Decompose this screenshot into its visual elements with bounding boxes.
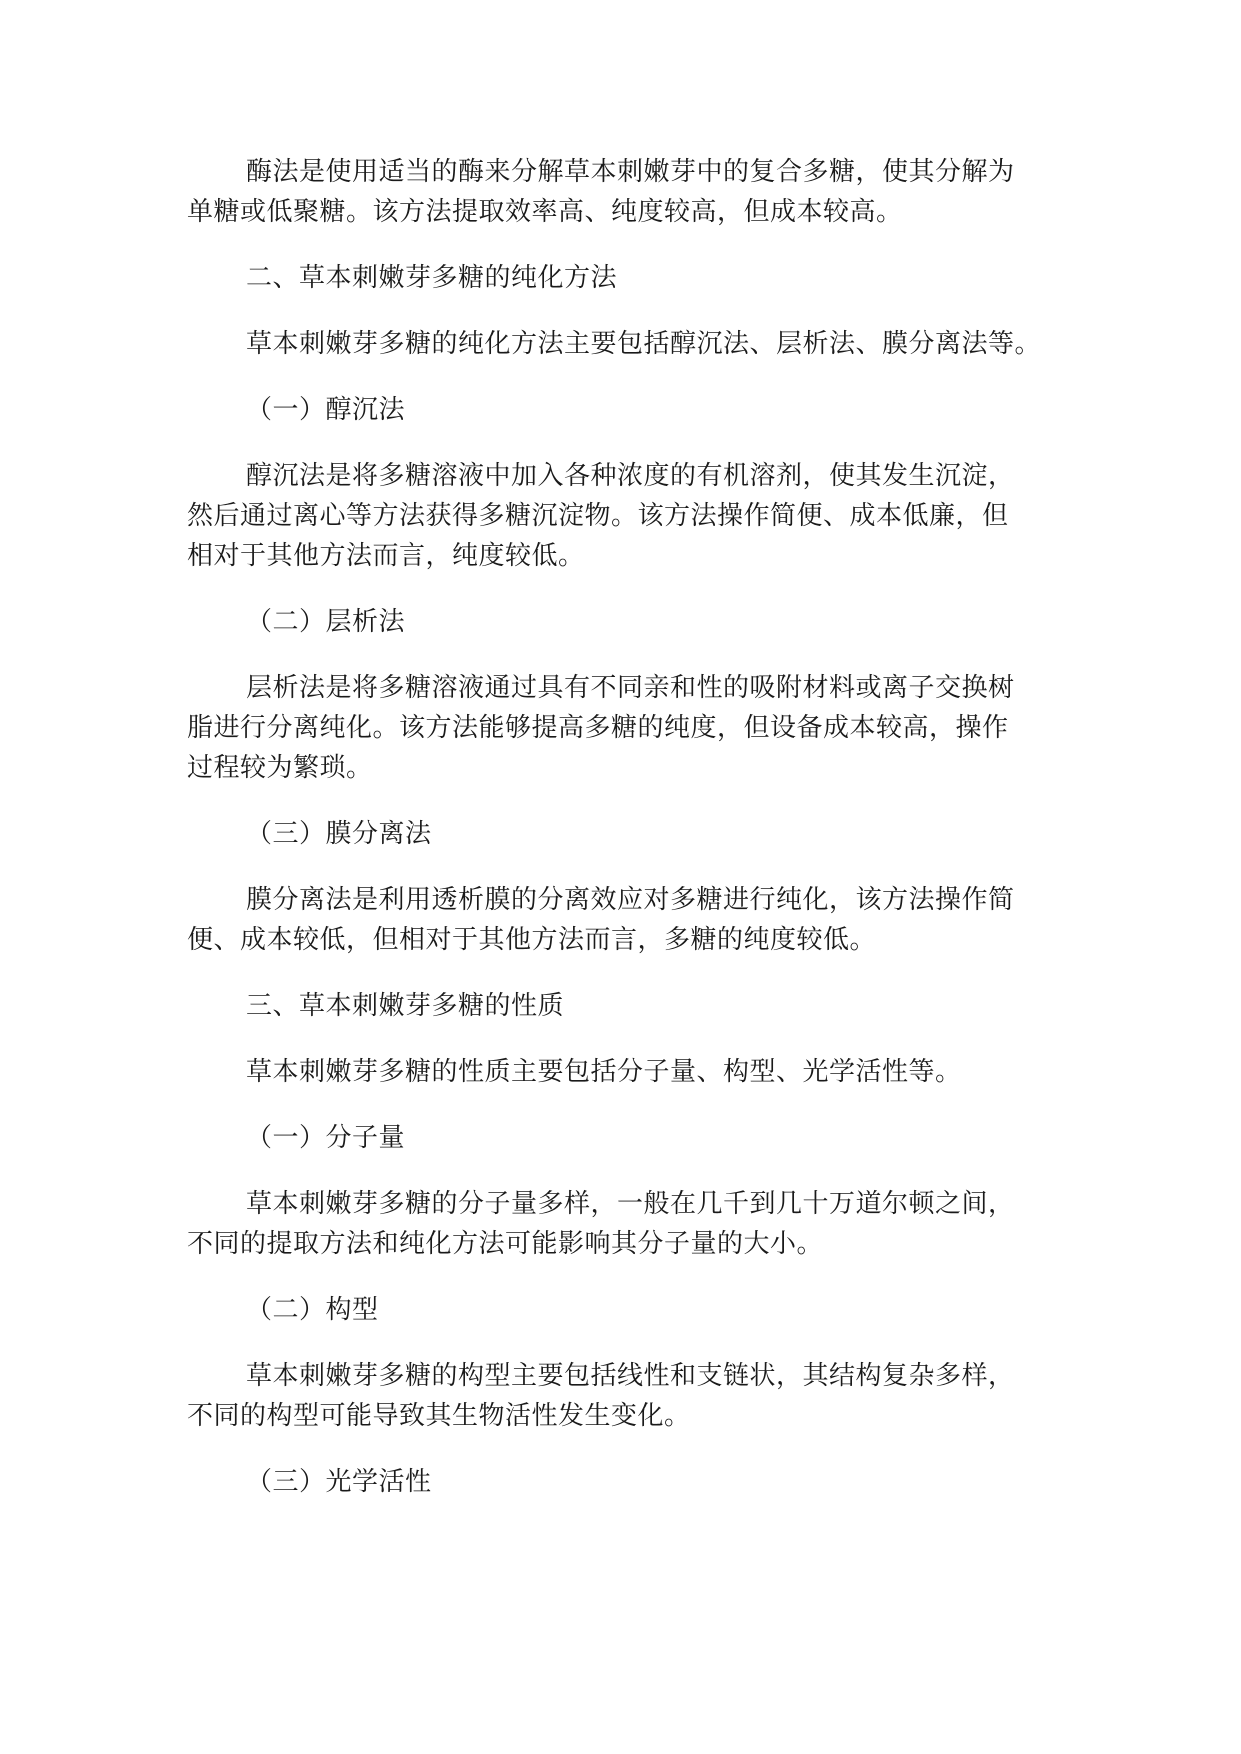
section-heading-purification: 二、草本刺嫩芽多糖的纯化方法 xyxy=(246,263,618,293)
paragraph-enzyme-method: 酶法是使用适当的酶来分解草本刺嫩芽中的复合多糖，使其分解为 单糖或低聚糖。该方法提取效率高、纯度较高，但成本较高。 xyxy=(187,157,1015,227)
paragraph-configuration: 草本刺嫩芽多糖的构型主要包括线性和支链状，其结构复杂多样， 不同的构型可能导致其生物活性发生变化。 xyxy=(187,1361,1015,1431)
subheading-optical-activity: （三）光学活性 xyxy=(246,1467,432,1497)
subheading-molecular-weight: （一）分子量 xyxy=(246,1123,406,1153)
subheading-membrane-separation: （三）膜分离法 xyxy=(246,819,432,849)
paragraph-alcohol-precipitation: 醇沉法是将多糖溶液中加入各种浓度的有机溶剂，使其发生沉淀， 然后通过离心等方法获得多糖沉淀物。该方法操作简便、成本低廉，但 相对于其他方法而言，纯度较低。 xyxy=(187,461,1015,571)
document-body xyxy=(187,152,1067,1528)
subheading-alcohol-precipitation: （一）醇沉法 xyxy=(246,395,406,425)
paragraph-chromatography: 层析法是将多糖溶液通过具有不同亲和性的吸附材料或离子交换树 脂进行分离纯化。该方法能够提高多糖的纯度，但设备成本较高，操作 过程较为繁琐。 xyxy=(187,673,1015,783)
paragraph-membrane-separation: 膜分离法是利用透析膜的分离效应对多糖进行纯化，该方法操作简 便、成本较低，但相对于其他方法而言，多糖的纯度较低。 xyxy=(187,885,1015,955)
paragraph-purification-overview: 草本刺嫩芽多糖的纯化方法主要包括醇沉法、层析法、膜分离法等。 xyxy=(246,329,1042,359)
paragraph-molecular-weight: 草本刺嫩芽多糖的分子量多样，一般在几千到几十万道尔顿之间， 不同的提取方法和纯化方法可能影响其分子量的大小。 xyxy=(187,1189,1015,1259)
subheading-chromatography: （二）层析法 xyxy=(246,607,406,637)
subheading-configuration: （二）构型 xyxy=(246,1295,379,1325)
paragraph-properties-overview: 草本刺嫩芽多糖的性质主要包括分子量、构型、光学活性等。 xyxy=(246,1057,962,1087)
section-heading-properties: 三、草本刺嫩芽多糖的性质 xyxy=(246,991,565,1021)
